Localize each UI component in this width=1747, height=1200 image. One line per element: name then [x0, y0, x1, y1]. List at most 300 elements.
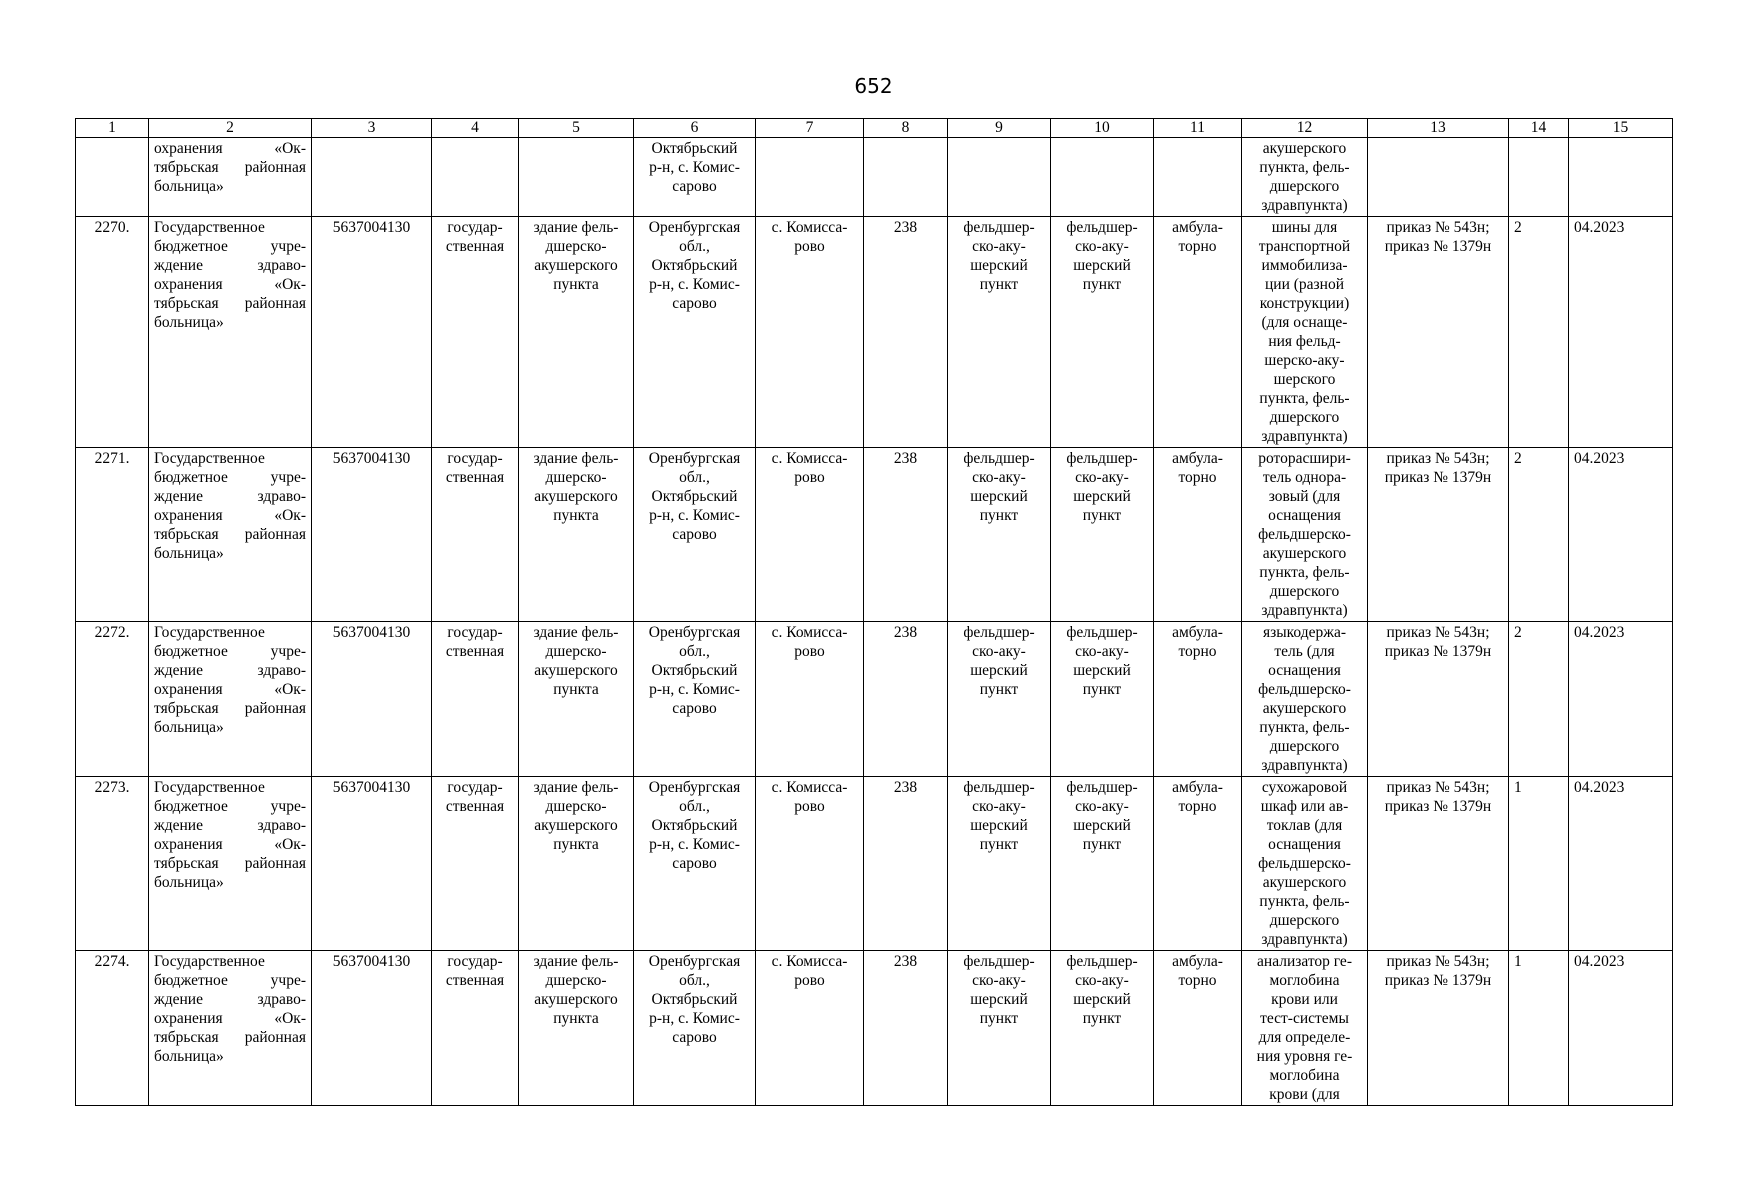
cell-text [1373, 952, 1503, 990]
cell-line: моглобина [1269, 972, 1340, 989]
cell-line: Оренбургская [648, 624, 741, 641]
cell-line: акушерского [534, 662, 618, 679]
cell-line: фельдшер- [1066, 779, 1138, 796]
cell-line: тель (для [1274, 643, 1335, 660]
cell-unit-name [1051, 217, 1154, 448]
cell-line: тябрьская районная [154, 295, 306, 312]
cell-line: шерский [970, 991, 1028, 1008]
cell-line: сарово [672, 526, 717, 543]
cell-text [1056, 952, 1148, 1028]
cell-line: Государственное [154, 450, 265, 467]
cell-line: больница» [154, 314, 224, 331]
cell-line: больница» [154, 719, 224, 736]
col-header: 15 [1569, 119, 1673, 138]
cell-line: здравпункта) [1261, 931, 1348, 948]
cell-building [519, 777, 634, 951]
cell-line: фельдшерско- [1258, 681, 1351, 698]
cell-text [524, 952, 628, 1028]
cell-line: приказ № 1379н [1384, 972, 1492, 989]
cell-line: шерский [1073, 817, 1131, 834]
cell-line: шерский [970, 662, 1028, 679]
cell-text [437, 778, 513, 816]
cell-line: ско-аку- [1075, 643, 1129, 660]
cell-line: дшерско- [545, 469, 607, 486]
cell-text [1247, 952, 1362, 1104]
page-number: 652 [854, 74, 893, 98]
cell-unit-name [1051, 622, 1154, 777]
column-number-row [76, 119, 1673, 138]
continuation-row [76, 138, 1673, 217]
cell-equipment [1242, 138, 1368, 217]
cell-num: 2272. [76, 622, 149, 777]
cell-date: 04.2023 [1569, 622, 1673, 777]
cell-line: акушерского [1262, 874, 1347, 891]
cell-text [437, 952, 513, 990]
cell-text [437, 623, 513, 661]
cell-line: р-н, с. Комис- [649, 276, 740, 293]
cell-line: акушерского [1262, 140, 1347, 157]
cell-building [519, 951, 634, 1106]
cell-line: торно [1178, 469, 1217, 486]
cell-line: фельдшер- [963, 450, 1035, 467]
col-header: 9 [948, 119, 1051, 138]
cell-address [634, 448, 756, 622]
cell-text [761, 952, 858, 990]
cell-line: дшерского [1269, 178, 1340, 195]
cell-ownership [432, 777, 519, 951]
cell-text [1159, 623, 1236, 661]
cell-code: 238 [864, 622, 948, 777]
cell-line: тель однора- [1262, 469, 1347, 486]
cell-line: рово [794, 238, 825, 255]
cell-line: здание фель- [533, 450, 619, 467]
col-header: 5 [519, 119, 634, 138]
cell-line: р-н, с. Комис- [649, 681, 740, 698]
cell-line: Оренбургская [648, 779, 741, 796]
col-header: 3 [312, 119, 432, 138]
cell-care-form [1154, 217, 1242, 448]
cell-line: пункта, фель- [1259, 719, 1350, 736]
cell-text [1247, 778, 1362, 949]
cell-line: языкодержа- [1263, 624, 1346, 641]
cell-num: 2273. [76, 777, 149, 951]
cell-line: с. Комисса- [771, 953, 848, 970]
cell-line: Оренбургская [648, 219, 741, 236]
cell-line: Октябрьский [651, 991, 738, 1008]
cell-line: оснащения [1268, 836, 1341, 853]
cell-line: фельдшер- [963, 219, 1035, 236]
cell-text [154, 218, 306, 332]
cell-line: конструкции) [1259, 295, 1350, 312]
cell-line: ско-аку- [972, 469, 1026, 486]
cell-inn: 5637004130 [312, 217, 432, 448]
cell-locality [756, 217, 864, 448]
cell-line: (для оснаще- [1261, 314, 1348, 331]
table-row [76, 217, 1673, 448]
col-header: 4 [432, 119, 519, 138]
cell-text [154, 778, 306, 892]
cell-line: оснащения [1268, 662, 1341, 679]
cell-text [524, 449, 628, 525]
cell-line: шерский [1073, 662, 1131, 679]
cell-line: акушерского [534, 991, 618, 1008]
cell-line: шины для [1271, 219, 1338, 236]
cell-line: здание фель- [533, 624, 619, 641]
cell-address [634, 951, 756, 1106]
cell-line: охранения «Ок- [154, 507, 306, 524]
cell-text [524, 778, 628, 854]
cell-org [149, 951, 312, 1106]
cell-ownership [432, 138, 519, 217]
col-header: 13 [1368, 119, 1509, 138]
cell-text [524, 218, 628, 294]
cell-line: ждение здраво- [154, 817, 306, 834]
cell-line: здание фель- [533, 953, 619, 970]
col-header: 10 [1051, 119, 1154, 138]
cell-ownership [432, 448, 519, 622]
cell-equipment [1242, 777, 1368, 951]
cell-line: пункт [1082, 681, 1122, 698]
cell-line: амбула- [1172, 450, 1223, 467]
cell-care-form [1154, 951, 1242, 1106]
table-row [76, 951, 1673, 1106]
cell-line: тест-системы [1260, 1010, 1349, 1027]
cell-line: государ- [447, 624, 503, 641]
cell-locality [756, 777, 864, 951]
cell-line: здание фель- [533, 219, 619, 236]
col-header: 1 [76, 119, 149, 138]
cell-line: пункт [979, 836, 1019, 853]
cell-building [519, 138, 634, 217]
cell-num: 2271. [76, 448, 149, 622]
cell-line: амбула- [1172, 953, 1223, 970]
cell-line: торно [1178, 643, 1217, 660]
cell-equipment [1242, 622, 1368, 777]
cell-line: государ- [447, 219, 503, 236]
cell-text [639, 623, 750, 718]
cell-line: фельдшер- [1066, 953, 1138, 970]
cell-line: дшерского [1269, 583, 1340, 600]
cell-care-form [1154, 622, 1242, 777]
cell-line: пункта, фель- [1259, 390, 1350, 407]
cell-inn [312, 138, 432, 217]
cell-line: р-н, с. Комис- [649, 836, 740, 853]
cell-line: бюджетное учре- [154, 643, 306, 660]
cell-line: здравпункта) [1261, 428, 1348, 445]
cell-num: 2270. [76, 217, 149, 448]
cell-basis [1368, 777, 1509, 951]
cell-line: пункта, фель- [1259, 564, 1350, 581]
cell-line: бюджетное учре- [154, 469, 306, 486]
cell-line: фельдшерско- [1258, 855, 1351, 872]
table-row [76, 622, 1673, 777]
cell-line: шерского [1273, 371, 1336, 388]
cell-qty: 1 [1509, 777, 1569, 951]
cell-line: ждение здраво- [154, 488, 306, 505]
col-header: 14 [1509, 119, 1569, 138]
cell-line: торно [1178, 972, 1217, 989]
cell-text [1159, 952, 1236, 990]
cell-building [519, 448, 634, 622]
cell-line: сарово [672, 295, 717, 312]
cell-qty: 2 [1509, 622, 1569, 777]
cell-line: акушерского [534, 257, 618, 274]
cell-line: шерский [1073, 257, 1131, 274]
cell-text [1247, 623, 1362, 775]
cell-org [149, 448, 312, 622]
cell-address [634, 217, 756, 448]
cell-line: Государственное [154, 779, 265, 796]
cell-line: фельдшер- [963, 953, 1035, 970]
cell-unit-type [948, 951, 1051, 1106]
cell-line: пункт [1082, 276, 1122, 293]
cell-line: иммобилиза- [1261, 257, 1348, 274]
cell-qty: 2 [1509, 448, 1569, 622]
cell-line: рово [794, 798, 825, 815]
cell-code: 238 [864, 951, 948, 1106]
cell-line: акушерского [534, 817, 618, 834]
col-header: 8 [864, 119, 948, 138]
cell-line: пункта [553, 681, 599, 698]
cell-text [1247, 449, 1362, 620]
cell-line: акушерского [1262, 545, 1347, 562]
cell-line: пункт [1082, 836, 1122, 853]
cell-line: сарово [672, 855, 717, 872]
cell-text [1159, 778, 1236, 816]
cell-org [149, 622, 312, 777]
cell-line: зовый (для [1268, 488, 1341, 505]
cell-line: шерский [970, 488, 1028, 505]
cell-line: Октябрьский [651, 662, 738, 679]
cell-line: акушерского [1262, 700, 1347, 717]
cell-line: охранения «Ок- [154, 276, 306, 293]
cell-line: оснащения [1268, 507, 1341, 524]
cell-line: с. Комисса- [771, 219, 848, 236]
cell-line: государ- [447, 779, 503, 796]
cell-line: шерский [1073, 991, 1131, 1008]
cell-line: роторасшири- [1258, 450, 1351, 467]
cell-line: приказ № 1379н [1384, 469, 1492, 486]
cell-line: акушерского [534, 488, 618, 505]
cell-line: пункт [979, 681, 1019, 698]
cell-line: р-н, с. Комис- [649, 1010, 740, 1027]
cell-line: пункта, фель- [1259, 159, 1350, 176]
cell-unit-type [948, 448, 1051, 622]
cell-line: пункта [553, 1010, 599, 1027]
cell-line: приказ № 1379н [1384, 643, 1492, 660]
cell-text [1373, 623, 1503, 661]
cell-line: пункта [553, 507, 599, 524]
cell-line: охранения «Ок- [154, 1010, 306, 1027]
cell-line: тябрьская районная [154, 1029, 306, 1046]
cell-address [634, 777, 756, 951]
cell-line: фельдшер- [1066, 219, 1138, 236]
cell-line: Октябрьский [651, 817, 738, 834]
cell-line: с. Комисса- [771, 450, 848, 467]
cell-text [1159, 218, 1236, 256]
cell-line: ско-аку- [1075, 798, 1129, 815]
cell-text [154, 952, 306, 1066]
cell-line: пункт [979, 1010, 1019, 1027]
cell-line: обл., [679, 798, 710, 815]
cell-line: для определе- [1258, 1029, 1351, 1046]
cell-line: Государственное [154, 219, 265, 236]
cell-text [639, 218, 750, 313]
cell-line: пункт [979, 507, 1019, 524]
cell-line: обл., [679, 972, 710, 989]
cell-line: больница» [154, 178, 224, 195]
cell-line: приказ № 543н; [1386, 450, 1490, 467]
cell-address [634, 138, 756, 217]
cell-line: здравпункта) [1261, 757, 1348, 774]
cell-line: приказ № 543н; [1386, 624, 1490, 641]
cell-locality [756, 622, 864, 777]
cell-text [953, 449, 1045, 525]
cell-basis [1368, 951, 1509, 1106]
cell-qty: 2 [1509, 217, 1569, 448]
cell-line: приказ № 1379н [1384, 798, 1492, 815]
cell-org [149, 777, 312, 951]
cell-care-form [1154, 138, 1242, 217]
col-header: 11 [1154, 119, 1242, 138]
cell-text [1056, 218, 1148, 294]
registry-table [75, 118, 1673, 1106]
cell-text [437, 218, 513, 256]
cell-line: дшерского [1269, 409, 1340, 426]
cell-line: пункта [553, 276, 599, 293]
cell-line: Октябрьский [651, 257, 738, 274]
col-header: 2 [149, 119, 312, 138]
cell-line: тябрьская районная [154, 526, 306, 543]
cell-line: дшерско- [545, 798, 607, 815]
cell-basis [1368, 138, 1509, 217]
cell-line: р-н, с. Комис- [649, 159, 740, 176]
table-row [76, 777, 1673, 951]
cell-line: шерско-аку- [1264, 352, 1345, 369]
cell-line: бюджетное учре- [154, 798, 306, 815]
cell-line: пункта [553, 836, 599, 853]
cell-line: ждение здраво- [154, 991, 306, 1008]
cell-line: охранения «Ок- [154, 836, 306, 853]
cell-ownership [432, 951, 519, 1106]
cell-line: фельдшер- [963, 624, 1035, 641]
cell-locality [756, 448, 864, 622]
cell-line: ско-аку- [972, 972, 1026, 989]
cell-line: пункт [1082, 507, 1122, 524]
cell-line: ственная [445, 972, 505, 989]
cell-care-form [1154, 777, 1242, 951]
cell-line: обл., [679, 643, 710, 660]
cell-code: 238 [864, 448, 948, 622]
cell-line: Государственное [154, 624, 265, 641]
cell-line: сарово [672, 178, 717, 195]
cell-line: сарово [672, 1029, 717, 1046]
cell-text [953, 778, 1045, 854]
cell-line: амбула- [1172, 219, 1223, 236]
cell-date: 04.2023 [1569, 951, 1673, 1106]
cell-line: Октябрьский [651, 140, 738, 157]
cell-line: шерский [1073, 488, 1131, 505]
col-header: 6 [634, 119, 756, 138]
cell-line: шерский [970, 257, 1028, 274]
cell-qty [1509, 138, 1569, 217]
cell-line: торно [1178, 238, 1217, 255]
cell-code: 238 [864, 217, 948, 448]
cell-line: ско-аку- [972, 643, 1026, 660]
cell-line: ждение здраво- [154, 257, 306, 274]
cell-line: охранения «Ок- [154, 681, 306, 698]
cell-text [639, 449, 750, 544]
col-header: 7 [756, 119, 864, 138]
cell-line: ско-аку- [1075, 238, 1129, 255]
cell-ownership [432, 217, 519, 448]
cell-building [519, 622, 634, 777]
cell-text [1373, 449, 1503, 487]
cell-line: амбула- [1172, 624, 1223, 641]
cell-line: Оренбургская [648, 450, 741, 467]
cell-line: ственная [445, 798, 505, 815]
cell-line: ско-аку- [972, 798, 1026, 815]
table-row [76, 448, 1673, 622]
cell-line: приказ № 543н; [1386, 219, 1490, 236]
cell-code [864, 138, 948, 217]
cell-line: моглобина [1269, 1067, 1340, 1084]
cell-line: ско-аку- [972, 238, 1026, 255]
cell-locality [756, 138, 864, 217]
cell-text [1159, 449, 1236, 487]
cell-text [154, 623, 306, 737]
cell-line: бюджетное учре- [154, 972, 306, 989]
cell-line: обл., [679, 238, 710, 255]
cell-line: здравпункта) [1261, 602, 1348, 619]
cell-line: пункта, фель- [1259, 893, 1350, 910]
cell-line: сарово [672, 700, 717, 717]
cell-line: пункт [1082, 1010, 1122, 1027]
cell-unit-type [948, 777, 1051, 951]
cell-line: бюджетное учре- [154, 238, 306, 255]
cell-address [634, 622, 756, 777]
cell-num [76, 138, 149, 217]
cell-unit-type [948, 217, 1051, 448]
cell-unit-name [1051, 138, 1154, 217]
cell-line: ско-аку- [1075, 469, 1129, 486]
cell-date: 04.2023 [1569, 217, 1673, 448]
cell-line: тябрьская районная [154, 855, 306, 872]
cell-inn: 5637004130 [312, 951, 432, 1106]
cell-line: охранения «Ок- [154, 140, 306, 157]
cell-line: дшерского [1269, 738, 1340, 755]
cell-line: рово [794, 643, 825, 660]
cell-line: сухожаровой [1261, 779, 1348, 796]
cell-line: здание фель- [533, 779, 619, 796]
cell-unit-name [1051, 448, 1154, 622]
cell-line: крови (для [1269, 1086, 1340, 1103]
cell-line: ственная [445, 238, 505, 255]
cell-line: шерский [970, 817, 1028, 834]
cell-text [953, 218, 1045, 294]
cell-line: приказ № 543н; [1386, 779, 1490, 796]
cell-line: ственная [445, 643, 505, 660]
cell-line: р-н, с. Комис- [649, 507, 740, 524]
cell-line: ждение здраво- [154, 662, 306, 679]
cell-line: тябрьская районная [154, 159, 306, 176]
cell-line: приказ № 1379н [1384, 238, 1492, 255]
cell-num: 2274. [76, 951, 149, 1106]
cell-line: тябрьская районная [154, 700, 306, 717]
cell-equipment [1242, 448, 1368, 622]
cell-line: приказ № 543н; [1386, 953, 1490, 970]
cell-line: обл., [679, 469, 710, 486]
